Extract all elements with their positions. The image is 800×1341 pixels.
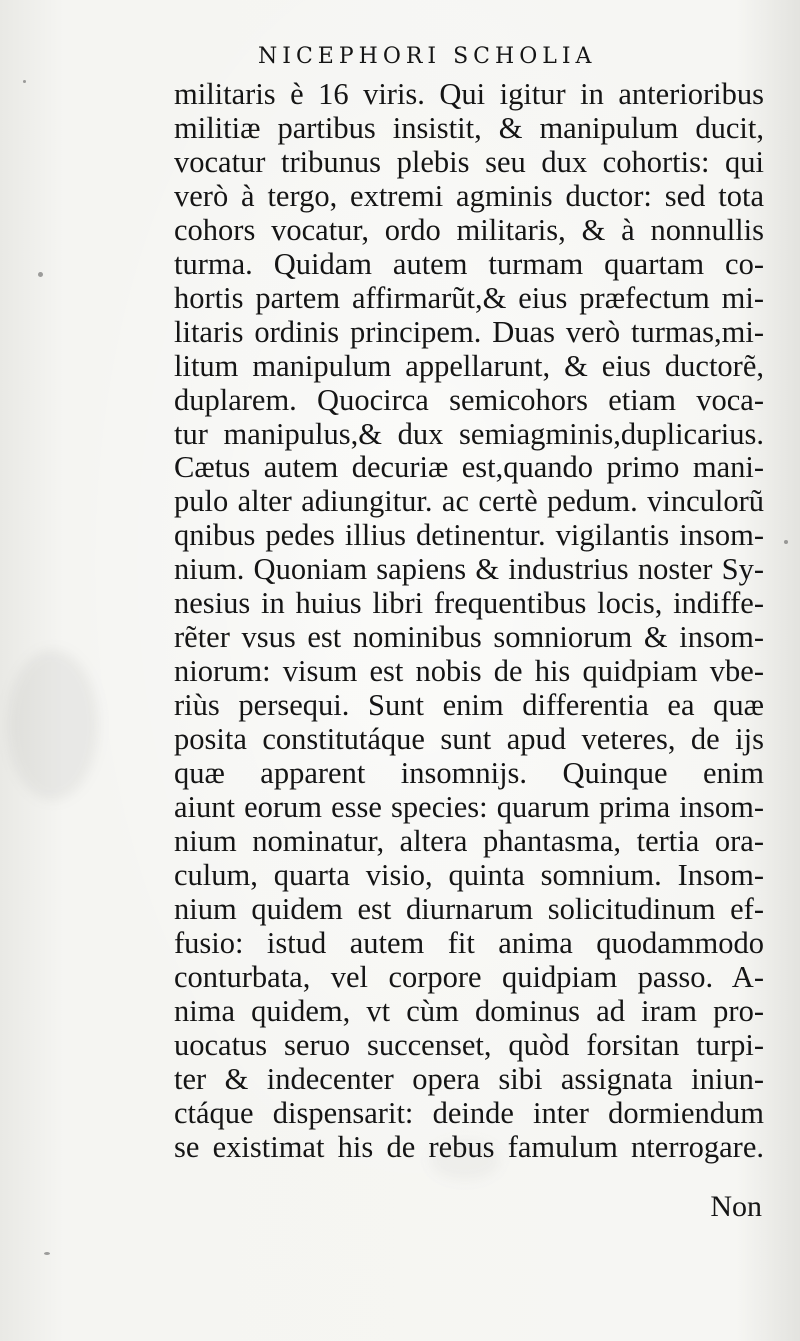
text-line: ctáque dispensarit: deinde inter dormiendum: [174, 1095, 764, 1130]
text-line: cohors vocatur, ordo militaris, & à nonnullis: [174, 212, 764, 247]
text-line: pulo alter adiungitur. ac certè pedum. vinculorũ: [174, 484, 764, 519]
text-line: turma. Quidam autem turmam quartam co-: [174, 246, 764, 281]
text-line: militiæ partibus insistit, & manipulum ducit,: [174, 110, 764, 145]
paper-speck: [44, 1252, 50, 1255]
text-line: niorum: visum est nobis de his quidpiam vbe-: [174, 654, 764, 689]
text-line: nium. Quoniam sapiens & industrius noster Sy-: [174, 552, 764, 587]
text-line: duplarem. Quocirca semicohors etiam voca-: [174, 382, 764, 417]
text-line: quæ apparent insomnijs. Quinque enim: [174, 756, 764, 791]
text-line: litaris ordinis principem. Duas verò turmas,mi-: [174, 314, 764, 349]
text-line: vocatur tribunus plebis seu dux cohortis: qui: [174, 144, 764, 179]
paper-speck: [23, 80, 26, 83]
text-line: rẽter vsus est nominibus somniorum & insom-: [174, 620, 764, 655]
text-line: tur manipulus,& dux semiagminis,duplicarius.: [174, 416, 764, 451]
text-line: Cætus autem decuriæ est,quando primo mani-: [174, 450, 764, 485]
text-line: posita constitutáque sunt apud veteres, de ijs: [174, 722, 764, 757]
text-line: culum, quarta visio, quinta somnium. Insom-: [174, 857, 764, 892]
text-line: militaris è 16 viris. Qui igitur in anterioribus: [174, 77, 764, 111]
text-line: qnibus pedes illius detinentur. vigilantis insom-: [174, 518, 764, 553]
text-line: riùs persequi. Sunt enim differentia ea quæ: [174, 688, 764, 723]
paper-stain: [8, 650, 98, 800]
catchword: Non: [710, 1190, 762, 1223]
text-line: conturbata, vel corpore quidpiam passo. A-: [174, 959, 764, 994]
body-text: [174, 78, 764, 1165]
text-line: litum manipulum appellarunt, & eius ductorẽ,: [174, 348, 764, 383]
text-line: verò à tergo, extremi agminis ductor: sed tota: [174, 178, 764, 213]
text-line: aiunt eorum esse species: quarum prima insom-: [174, 790, 764, 825]
paper-speck: [38, 272, 43, 277]
text-line: nima quidem, vt cùm dominus ad iram pro-: [174, 993, 764, 1028]
text-line: nesius in huius libri frequentibus locis, indiffe-: [174, 586, 764, 621]
text-line: nium nominatur, altera phantasma, tertia ora-: [174, 823, 764, 858]
paper-speck: [784, 540, 788, 544]
text-line: uocatus seruo succenset, quòd forsitan turpi-: [174, 1027, 764, 1062]
text-line: se existimat his de rebus famulum nterrogare.: [174, 1129, 764, 1164]
text-line: nium quidem est diurnarum solicitudinum ef-: [174, 891, 764, 926]
running-head: NICEPHORI SCHOLIA: [258, 44, 597, 69]
text-line: ter & indecenter opera sibi assignata iniun-: [174, 1061, 764, 1096]
text-line: hortis partem affirmarũt,& eius præfectum mi-: [174, 280, 764, 315]
text-line: fusio: istud autem fit anima quodammodo: [174, 925, 764, 960]
